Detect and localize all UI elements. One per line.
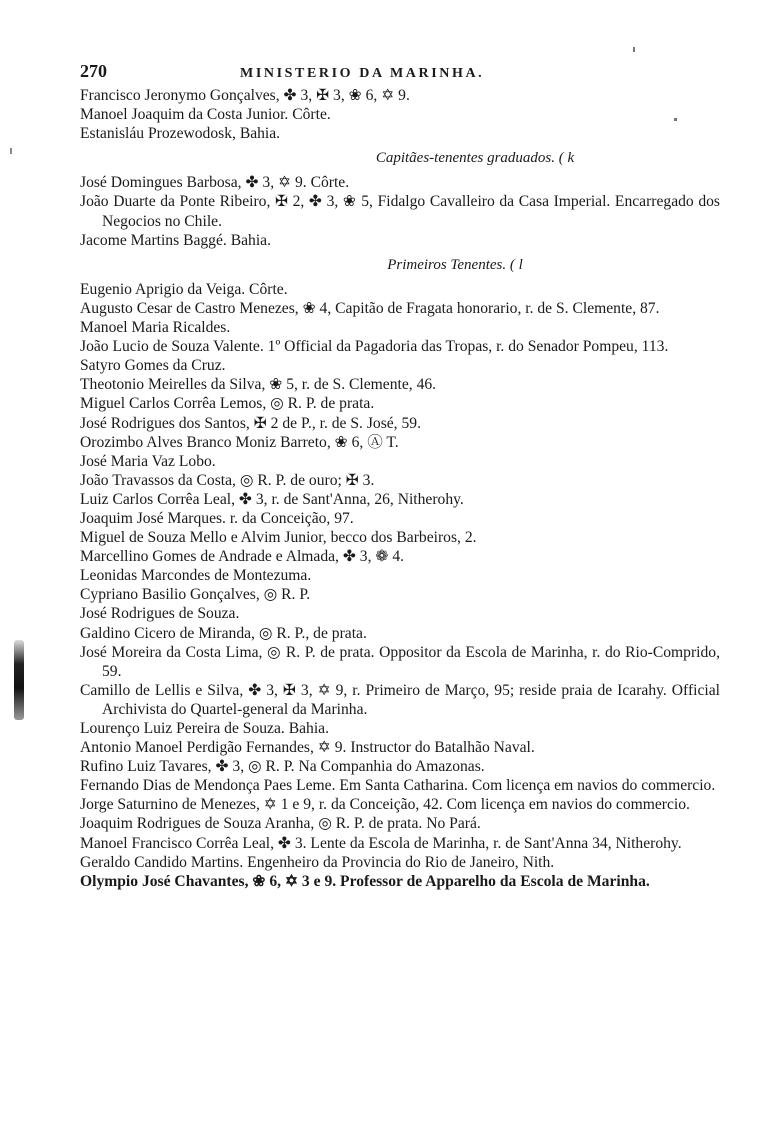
- list-entry: Jorge Saturnino de Menezes, ✡ 1 e 9, r. da Conceição, 42. Com licença em navios do commercio.: [80, 796, 690, 814]
- list-entry: Rufino Luiz Tavares, ✤ 3, ◎ R. P. Na Companhia do Amazonas.: [80, 758, 485, 776]
- list-entry: Miguel Carlos Corrêa Lemos, ◎ R. P. de prata.: [80, 395, 375, 413]
- list-entry: Galdino Cicero de Miranda, ◎ R. P., de prata.: [80, 624, 367, 642]
- top-entries-list: [80, 86, 720, 143]
- list-entry: José Rodrigues dos Santos, ✠ 2 de P., r. de S. José, 59.: [80, 414, 421, 432]
- list-entry: Jacome Martins Baggé. Bahia.: [80, 231, 271, 249]
- list-entry: Satyro Gomes da Cruz.: [80, 357, 226, 375]
- list-entry: Luiz Carlos Corrêa Leal, ✤ 3, r. de Sant'Anna, 26, Nitherohy.: [80, 490, 464, 508]
- list-entry: João Lucio de Souza Valente. 1º Official da Pagadoria das Tropas, r. do Senador Pompeu, 113.: [80, 338, 669, 356]
- list-entry: Joaquim José Marques. r. da Conceição, 97.: [80, 509, 354, 527]
- list-entry: Miguel de Souza Mello e Alvim Junior, becco dos Barbeiros, 2.: [80, 529, 477, 547]
- list-entry: José Rodrigues de Souza.: [80, 605, 240, 623]
- section-heading-capitaes: Capitães-tenentes graduados. ( k: [375, 150, 575, 167]
- running-title: MINISTERIO DA MARINHA.: [240, 66, 485, 81]
- list-entry: Estanisláu Prozewodosk, Bahia.: [80, 125, 281, 143]
- page-number: 270: [80, 61, 107, 81]
- ink-speck: [633, 47, 635, 52]
- list-entry: Eugenio Aprigio da Veiga. Côrte.: [80, 280, 288, 298]
- list-entry: Olympio José Chavantes, ❀ 6, ✡ 3 e 9. Professor de Apparelho da Escola de Marinha.: [80, 872, 650, 890]
- list-entry: José Domingues Barbosa, ✤ 3, ✡ 9. Côrte.: [80, 174, 350, 192]
- list-entry: Theotonio Meirelles da Silva, ❀ 5, r. de S. Clemente, 46.: [80, 376, 437, 394]
- list-entry: Augusto Cesar de Castro Menezes, ❀ 4, Capitão de Fragata honorario, r. de S. Clemente, 87.: [80, 299, 660, 317]
- primeiros-list: [80, 280, 720, 891]
- list-entry: Marcellino Gomes de Andrade e Almada, ✤ 3, ❁ 4.: [80, 548, 405, 566]
- list-entry: João Travassos da Costa, ◎ R. P. de ouro; ✠ 3.: [80, 471, 375, 489]
- list-entry: Geraldo Candido Martins. Engenheiro da Provincia do Rio de Janeiro, Nith.: [80, 853, 555, 871]
- list-entry: Manoel Francisco Corrêa Leal, ✤ 3. Lente da Escola de Marinha, r. de Sant'Anna 34, Nitherohy.: [80, 834, 682, 852]
- page-header: [80, 62, 720, 86]
- ink-speck: [10, 148, 12, 154]
- list-entry: Camillo de Lellis e Silva, ✤ 3, ✠ 3, ✡ 9, r. Primeiro de Março, 95; reside praia de Icarahy. Official Archivista do Quartel-general da Marinha.: [80, 681, 720, 718]
- list-entry: Joaquim Rodrigues de Souza Aranha, ◎ R. P. de prata. No Pará.: [80, 815, 481, 833]
- list-entry: João Duarte da Ponte Ribeiro, ✠ 2, ✤ 3, ❀ 5, Fidalgo Cavalleiro da Casa Imperial. Encarregado dos Negocios no Chile.: [80, 193, 720, 230]
- list-entry: Manoel Joaquim da Costa Junior. Côrte.: [80, 106, 331, 124]
- list-entry: Cypriano Basilio Gonçalves, ◎ R. P.: [80, 586, 311, 604]
- list-entry: Manoel Maria Ricaldes.: [80, 319, 231, 337]
- list-entry: José Moreira da Costa Lima, ◎ R. P. de prata. Oppositor da Escola de Marinha, r. do Rio-Comprido, 59.: [80, 643, 720, 680]
- list-entry: José Maria Vaz Lobo.: [80, 452, 216, 470]
- list-entry: Orozimbo Alves Branco Moniz Barreto, ❀ 6, Ⓐ T.: [80, 433, 399, 451]
- list-entry: Francisco Jeronymo Gonçalves, ✤ 3, ✠ 3, ❀ 6, ✡ 9.: [80, 87, 410, 104]
- capitaes-list: [80, 173, 720, 249]
- list-entry: Fernando Dias de Mendonça Paes Leme. Em Santa Catharina. Com licença em navios do commercio.: [80, 777, 716, 795]
- list-entry: Lourenço Luiz Pereira de Souza. Bahia.: [80, 720, 329, 737]
- document-page: [80, 62, 720, 891]
- list-entry: Antonio Manoel Perdigão Fernandes, ✡ 9. Instructor do Batalhão Naval.: [80, 739, 535, 757]
- section-heading-primeiros: Primeiros Tenentes. ( l: [387, 256, 523, 273]
- margin-ink-smudge: [14, 640, 24, 720]
- list-entry: Leonidas Marcondes de Montezuma.: [80, 567, 312, 585]
